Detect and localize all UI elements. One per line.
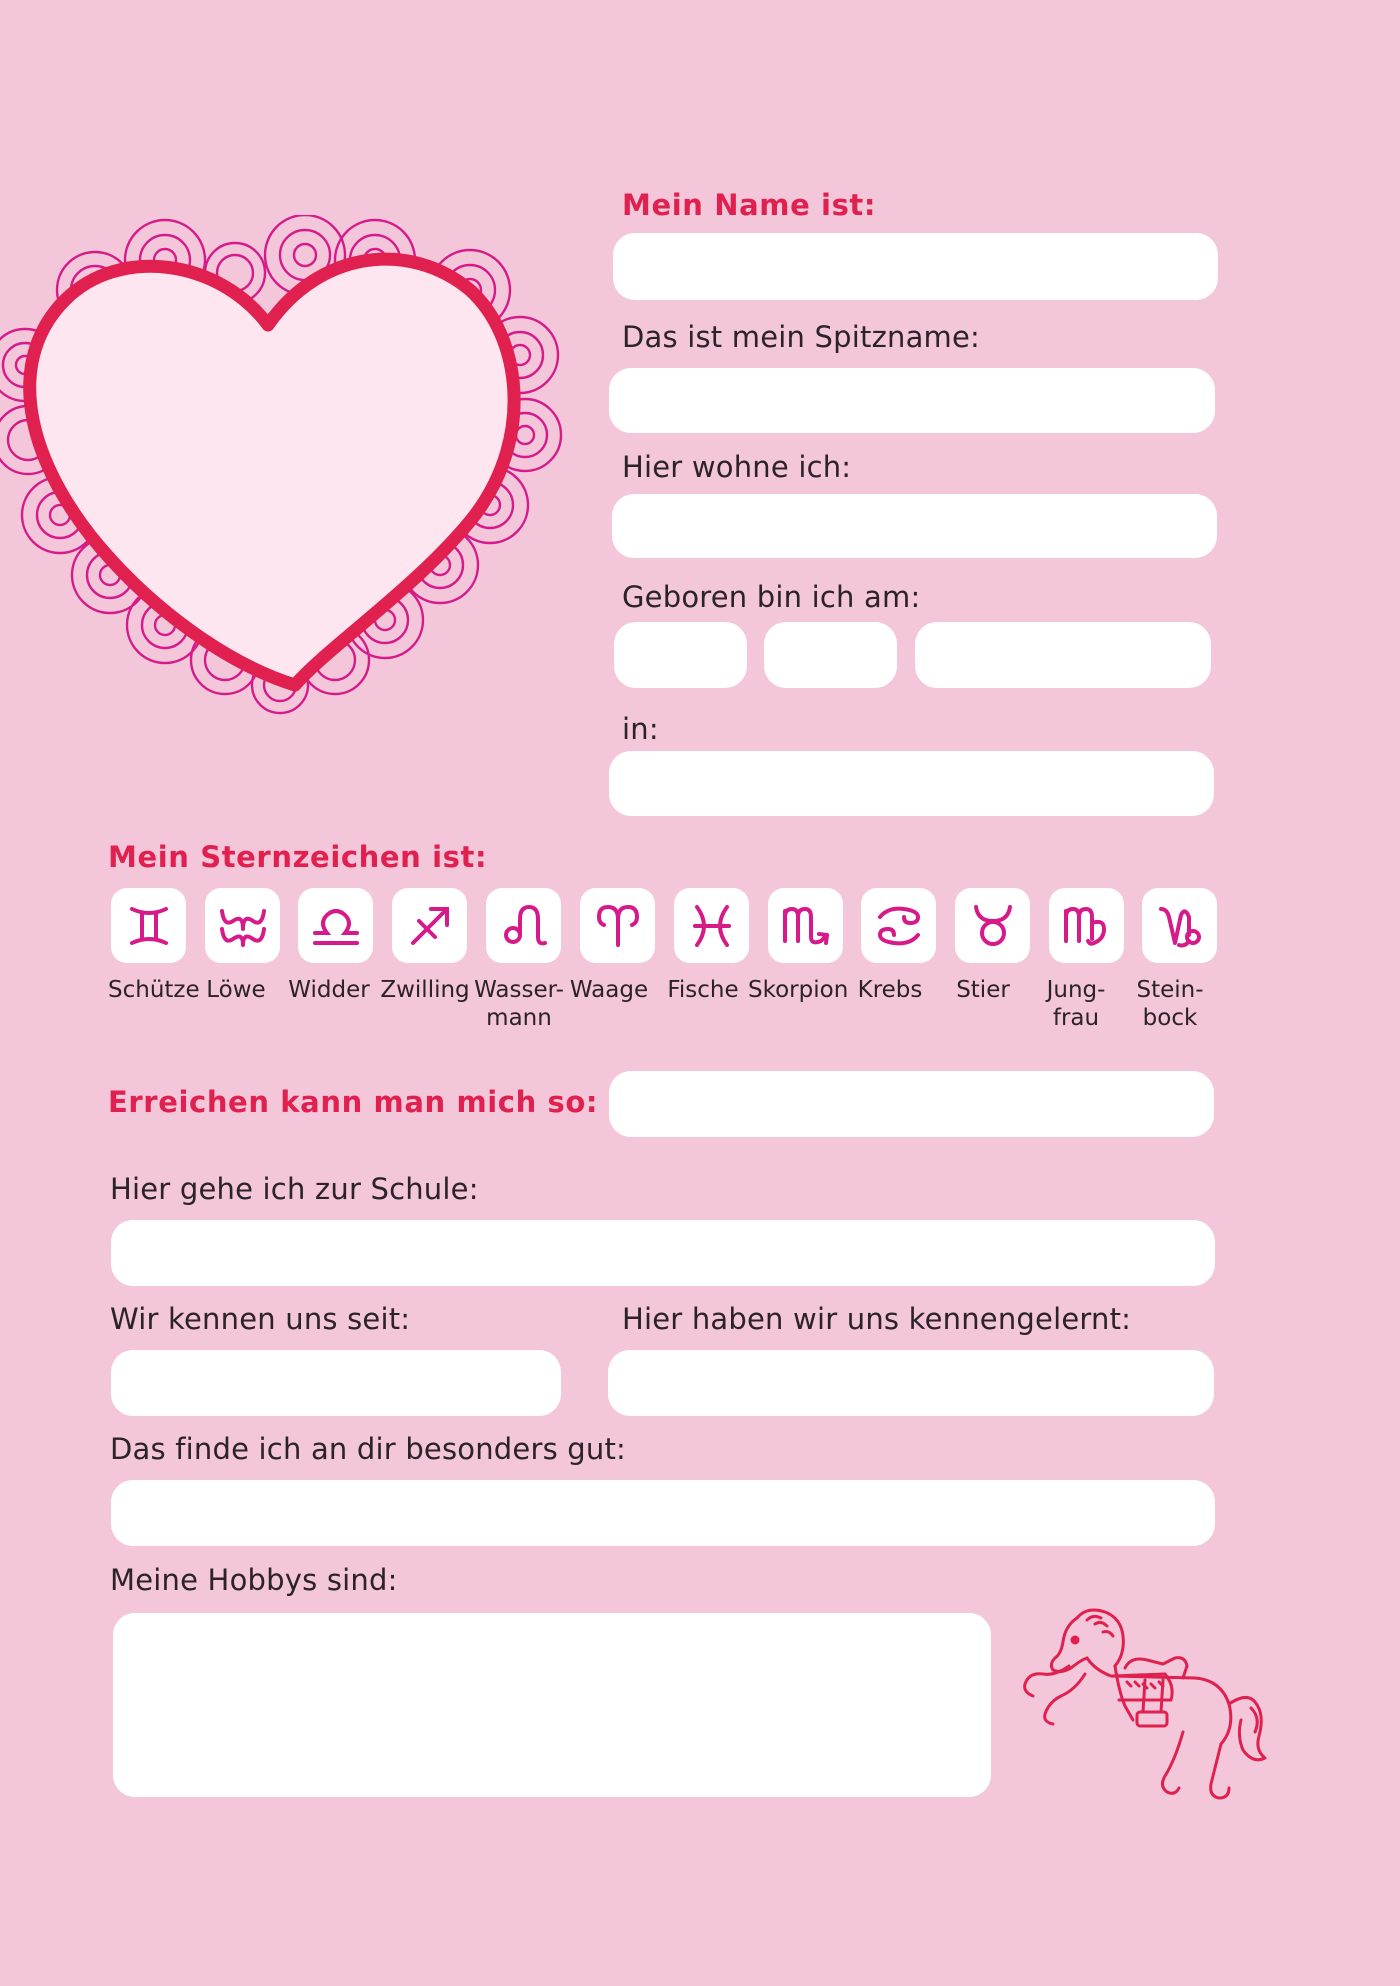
zodiac-option-12[interactable]: [1142, 888, 1217, 963]
taurus-icon: [966, 899, 1020, 953]
aquarius-icon: [216, 899, 270, 953]
address-field[interactable]: [612, 494, 1217, 558]
heart-frame-border: [30, 259, 514, 685]
zodiac-option-1[interactable]: [111, 888, 186, 963]
met-where-label: Hier haben wir uns kennengelernt:: [622, 1302, 1132, 1336]
zodiac-label-7: Fische: [667, 977, 739, 1003]
zodiac-label-3: Widder: [288, 977, 370, 1003]
zodiac-label-9: Krebs: [857, 977, 923, 1003]
zodiac-label-1: Schütze: [108, 977, 200, 1003]
known-since-label: Wir kennen uns seit:: [110, 1302, 411, 1336]
birth-month-field[interactable]: [764, 622, 897, 688]
known-since-field[interactable]: [111, 1350, 561, 1416]
leo-icon: [497, 899, 551, 953]
zodiac-option-5[interactable]: [486, 888, 561, 963]
heart-photo-frame: [0, 215, 565, 715]
hobbies-label: Meine Hobbys sind:: [110, 1563, 398, 1597]
birth-year-field[interactable]: [915, 622, 1211, 688]
birthplace-field[interactable]: [609, 751, 1214, 816]
zodiac-label-2: Löwe: [206, 977, 266, 1003]
zodiac-option-10[interactable]: [955, 888, 1030, 963]
scorpio-icon: [779, 899, 833, 953]
zodiac-option-6[interactable]: [580, 888, 655, 963]
zodiac-option-4[interactable]: [392, 888, 467, 963]
cancer-icon: [872, 899, 926, 953]
name-heading: Mein Name ist:: [622, 188, 877, 222]
zodiac-heading: Mein Sternzeichen ist:: [108, 840, 488, 874]
address-label: Hier wohne ich:: [622, 450, 852, 484]
zodiac-option-9[interactable]: [861, 888, 936, 963]
school-label: Hier gehe ich zur Schule:: [110, 1172, 479, 1206]
birth-day-field[interactable]: [614, 622, 747, 688]
like-about-you-label: Das finde ich an dir besonders gut:: [110, 1432, 627, 1466]
zodiac-option-7[interactable]: [674, 888, 749, 963]
school-field[interactable]: [111, 1220, 1215, 1286]
gemini-icon: [122, 899, 176, 953]
zodiac-label-6: Waage: [569, 977, 649, 1003]
birth-date-label: Geboren bin ich am:: [622, 580, 921, 614]
libra-icon: [309, 899, 363, 953]
virgo-icon: [1060, 899, 1114, 953]
zodiac-label-12: Stein- bock: [1136, 977, 1204, 1031]
contact-field[interactable]: [609, 1071, 1214, 1137]
name-field[interactable]: [613, 233, 1218, 300]
aries-icon: [591, 899, 645, 953]
zodiac-label-5: Wasser- mann: [474, 977, 564, 1031]
birthplace-label: in:: [622, 712, 659, 746]
like-about-you-field[interactable]: [111, 1480, 1215, 1546]
met-where-field[interactable]: [608, 1350, 1214, 1416]
hobbies-field[interactable]: [113, 1613, 991, 1797]
pisces-icon: [685, 899, 739, 953]
nickname-field[interactable]: [609, 368, 1215, 433]
zodiac-option-8[interactable]: [768, 888, 843, 963]
zodiac-option-3[interactable]: [298, 888, 373, 963]
zodiac-label-8: Skorpion: [748, 977, 849, 1003]
zodiac-label-11: Jung- frau: [1046, 977, 1106, 1031]
nickname-label: Das ist mein Spitzname:: [622, 320, 981, 354]
capricorn-icon: [1153, 899, 1207, 953]
zodiac-label-4: Zwilling: [380, 977, 470, 1003]
zodiac-label-10: Stier: [956, 977, 1010, 1003]
rocking-horse-icon: [1015, 1600, 1270, 1815]
zodiac-option-11[interactable]: [1049, 888, 1124, 963]
zodiac-option-2[interactable]: [205, 888, 280, 963]
contact-heading: Erreichen kann man mich so:: [108, 1085, 599, 1119]
sagittarius-icon: [403, 899, 457, 953]
